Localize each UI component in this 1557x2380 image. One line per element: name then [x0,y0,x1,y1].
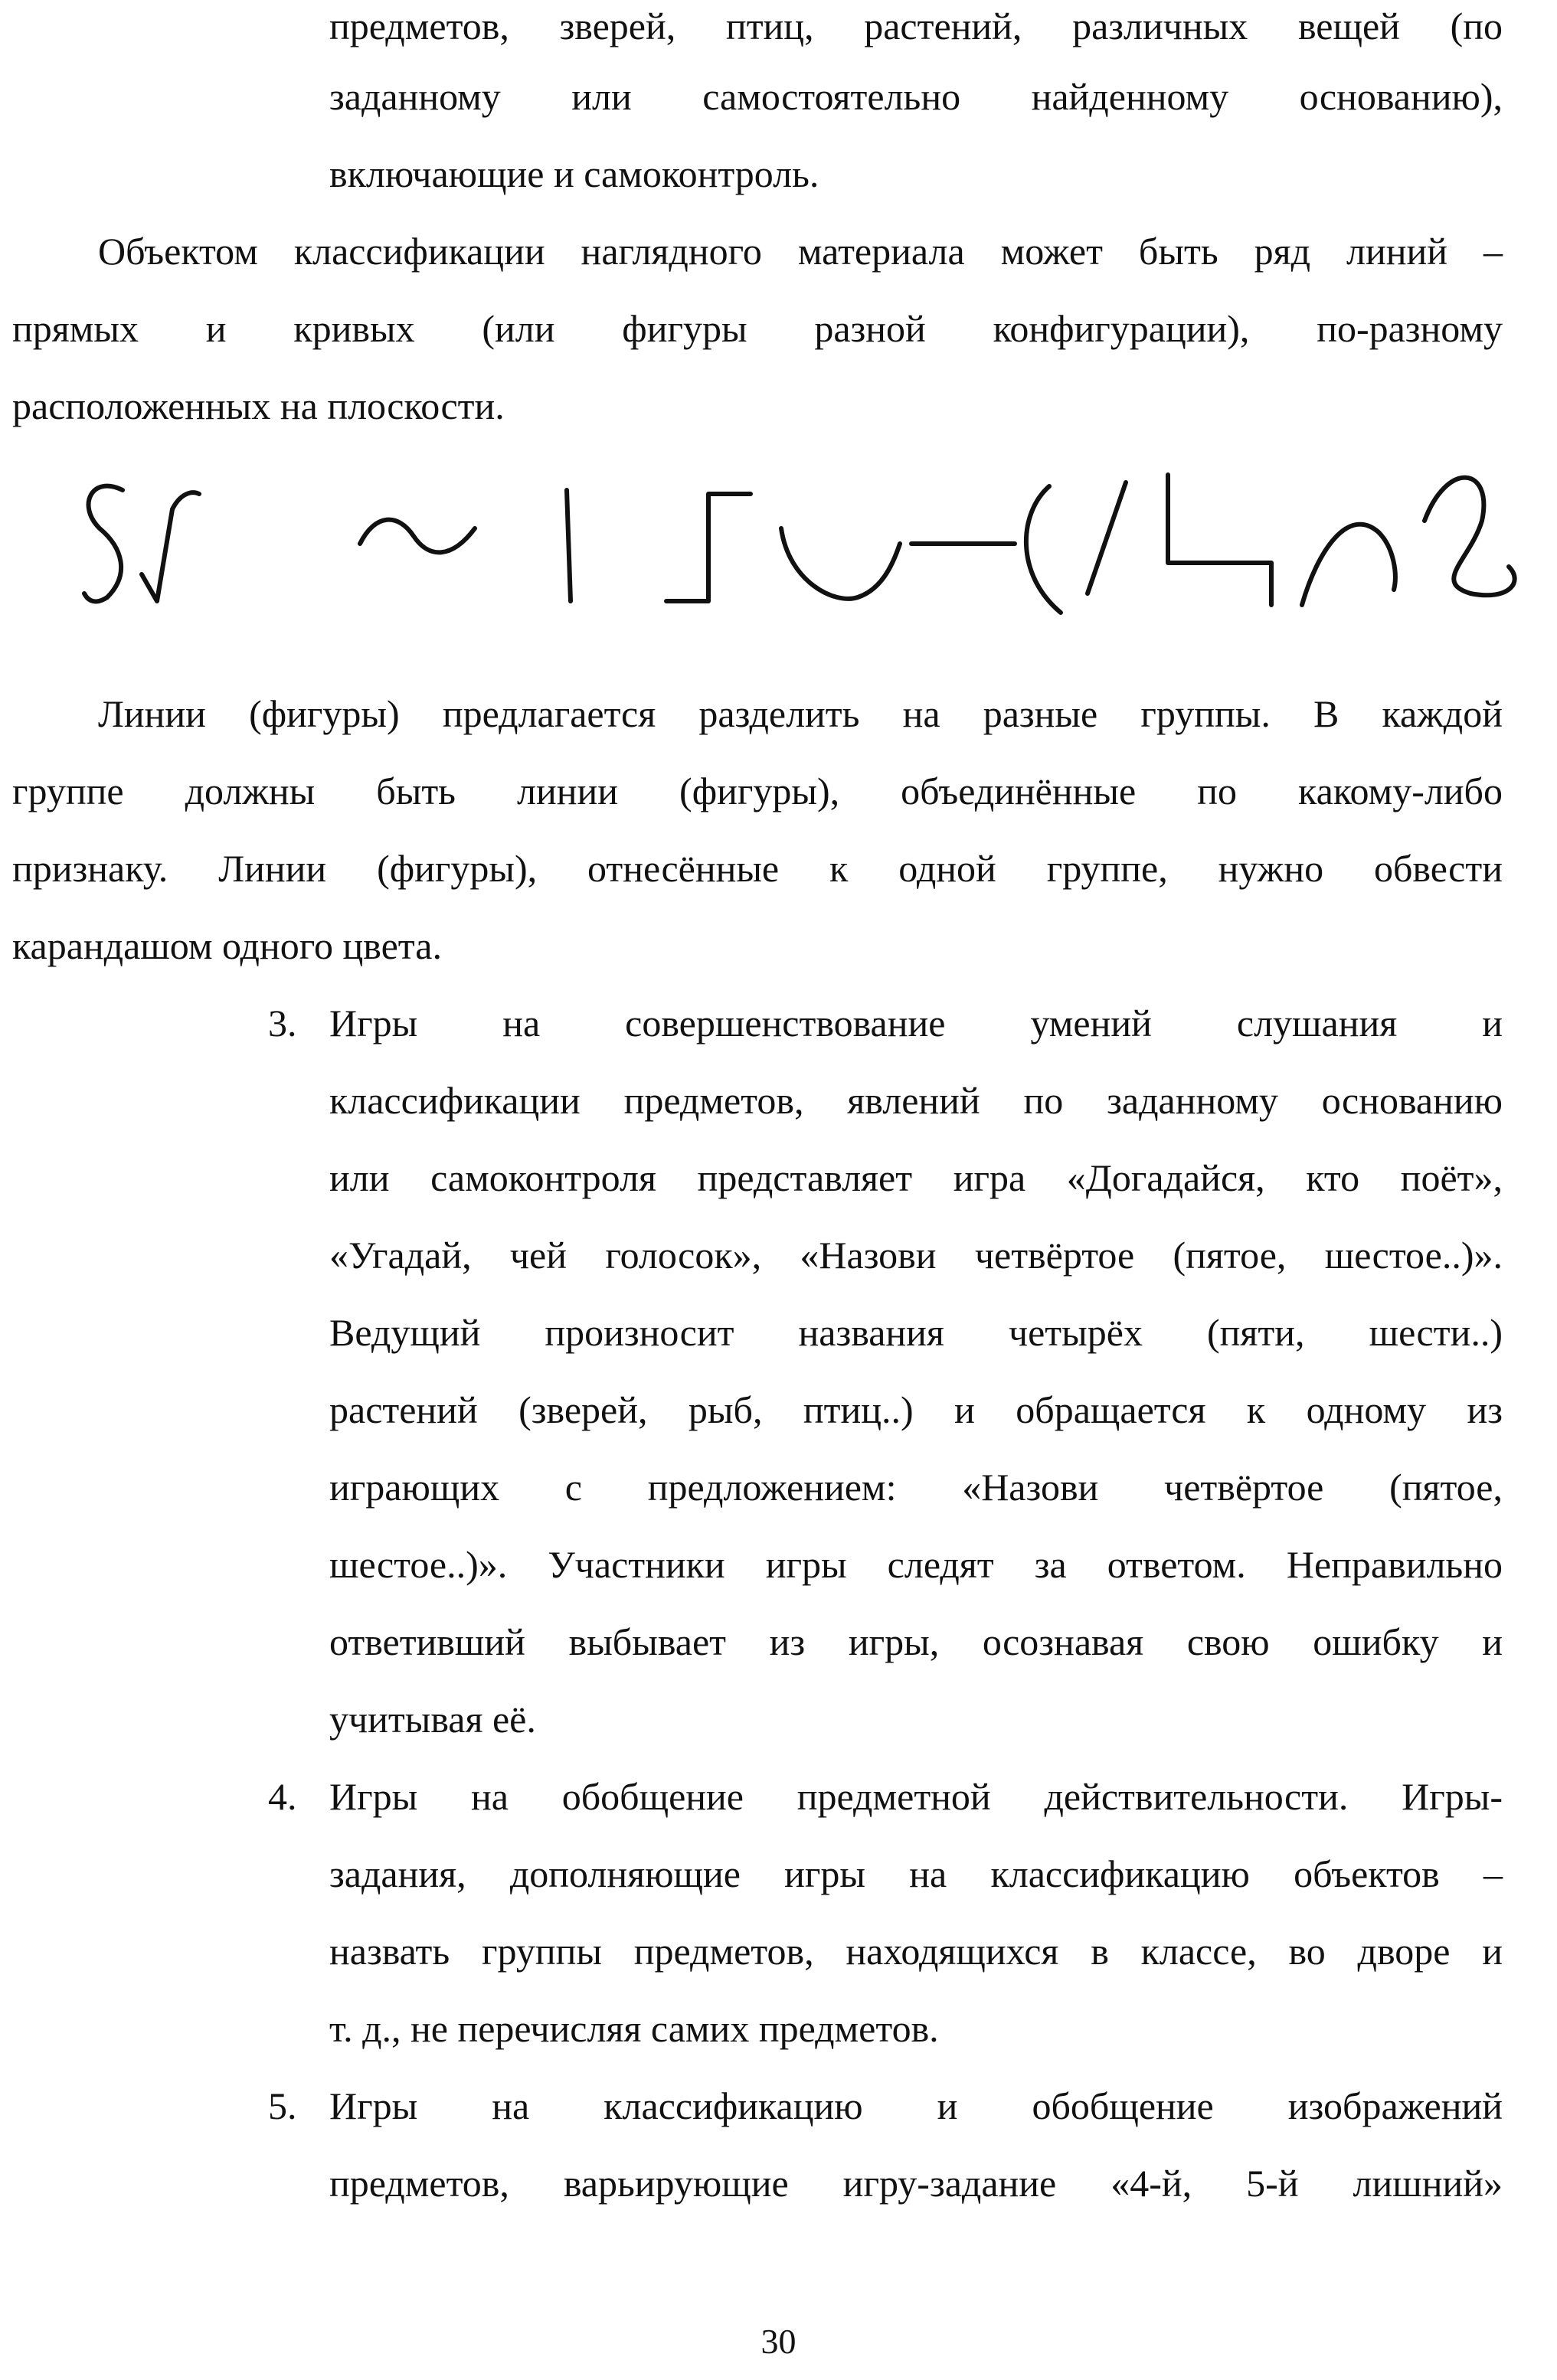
item-4-line-2: задания, дополняющие игры на классификацию объектов – [329,1852,1503,1895]
item-3-line-4: «Угадай, чей голосок», «Назови четвёртое (пятое, шестое..)». [329,1234,1503,1277]
task-paragraph-line-3: признаку. Линии (фигуры), отнесённые к одной группе, нужно обвести [12,847,1503,890]
item-3-line-5: Ведущий произносит названия четырёх (пяти, шести..) [329,1311,1503,1354]
figure-loop-shape [1425,478,1515,596]
item-3-line-1: Игры на совершенствование умений слушания и [329,1002,1503,1045]
task-paragraph-line-4: карандашом одного цвета. [12,924,442,967]
task-paragraph-line-1: Линии (фигуры) предлагается разделить на разные группы. В каждой [98,692,1503,735]
figure-vertical-line [567,490,571,601]
objects-paragraph-line-3: расположенных на плоскости. [12,384,505,427]
figure-bracket-shape [666,494,751,601]
item-3-line-8: шестое..)». Участники игры следят за ответом. Неправильно [329,1543,1503,1586]
figure-check-shape [142,492,199,601]
item-3-line-2: классификации предметов, явлений по заданному основанию [329,1079,1503,1122]
item-3-line-6: растений (зверей, рыб, птиц..) и обращается к одному из [329,1388,1503,1431]
figure-tilde-shape [360,520,475,553]
figure-cup-shape [781,528,900,599]
item-3-line-10: учитывая её. [329,1698,536,1741]
list-item-number-5: 5. [268,2084,297,2127]
figure-angle-shape [1168,475,1271,605]
figure-paren-shape [1026,486,1061,613]
item-5-line-2: предметов, варьирующие игру-задание «4-й, 5-й лишний» [329,2162,1503,2205]
figure-slash-line [1088,482,1126,593]
list-item-number-3: 3. [268,1002,297,1045]
intro-line-2: заданному или самостоятельно найденному основанию), [329,75,1503,118]
item-4-line-4: т. д., не перечисляя самих предметов. [329,2007,939,2050]
figure-s-shape [84,486,123,602]
intro-line-3: включающие и самоконтроль. [329,152,819,195]
item-4-line-1: Игры на обобщение предметной действительности. Игры- [329,1775,1503,1818]
objects-paragraph-line-1: Объектом классификации наглядного материала может быть ряд линий – [98,230,1503,273]
item-3-line-9: ответивший выбывает из игры, осознавая свою ошибку и [329,1620,1503,1663]
objects-paragraph-line-2: прямых и кривых (или фигуры разной конфигурации), по-разному [12,307,1503,350]
figure-arch-shape [1302,525,1395,605]
task-paragraph-line-2: группе должны быть линии (фигуры), объединённые по какому-либо [12,770,1503,812]
intro-line-1: предметов, зверей, птиц, растений, различных вещей (по [329,5,1503,47]
handwritten-figures-illustration [77,459,1555,628]
list-item-number-4: 4. [268,1775,297,1818]
item-4-line-3: назвать группы предметов, находящихся в классе, во дворе и [329,1930,1503,1973]
item-3-line-7: играющих с предложением: «Назови четвёртое (пятое, [329,1466,1503,1509]
item-3-line-3: или самоконтроля представляет игра «Догадайся, кто поёт», [329,1156,1503,1199]
item-5-line-1: Игры на классификацию и обобщение изображений [329,2084,1503,2127]
page-number: 30 [761,2322,796,2361]
